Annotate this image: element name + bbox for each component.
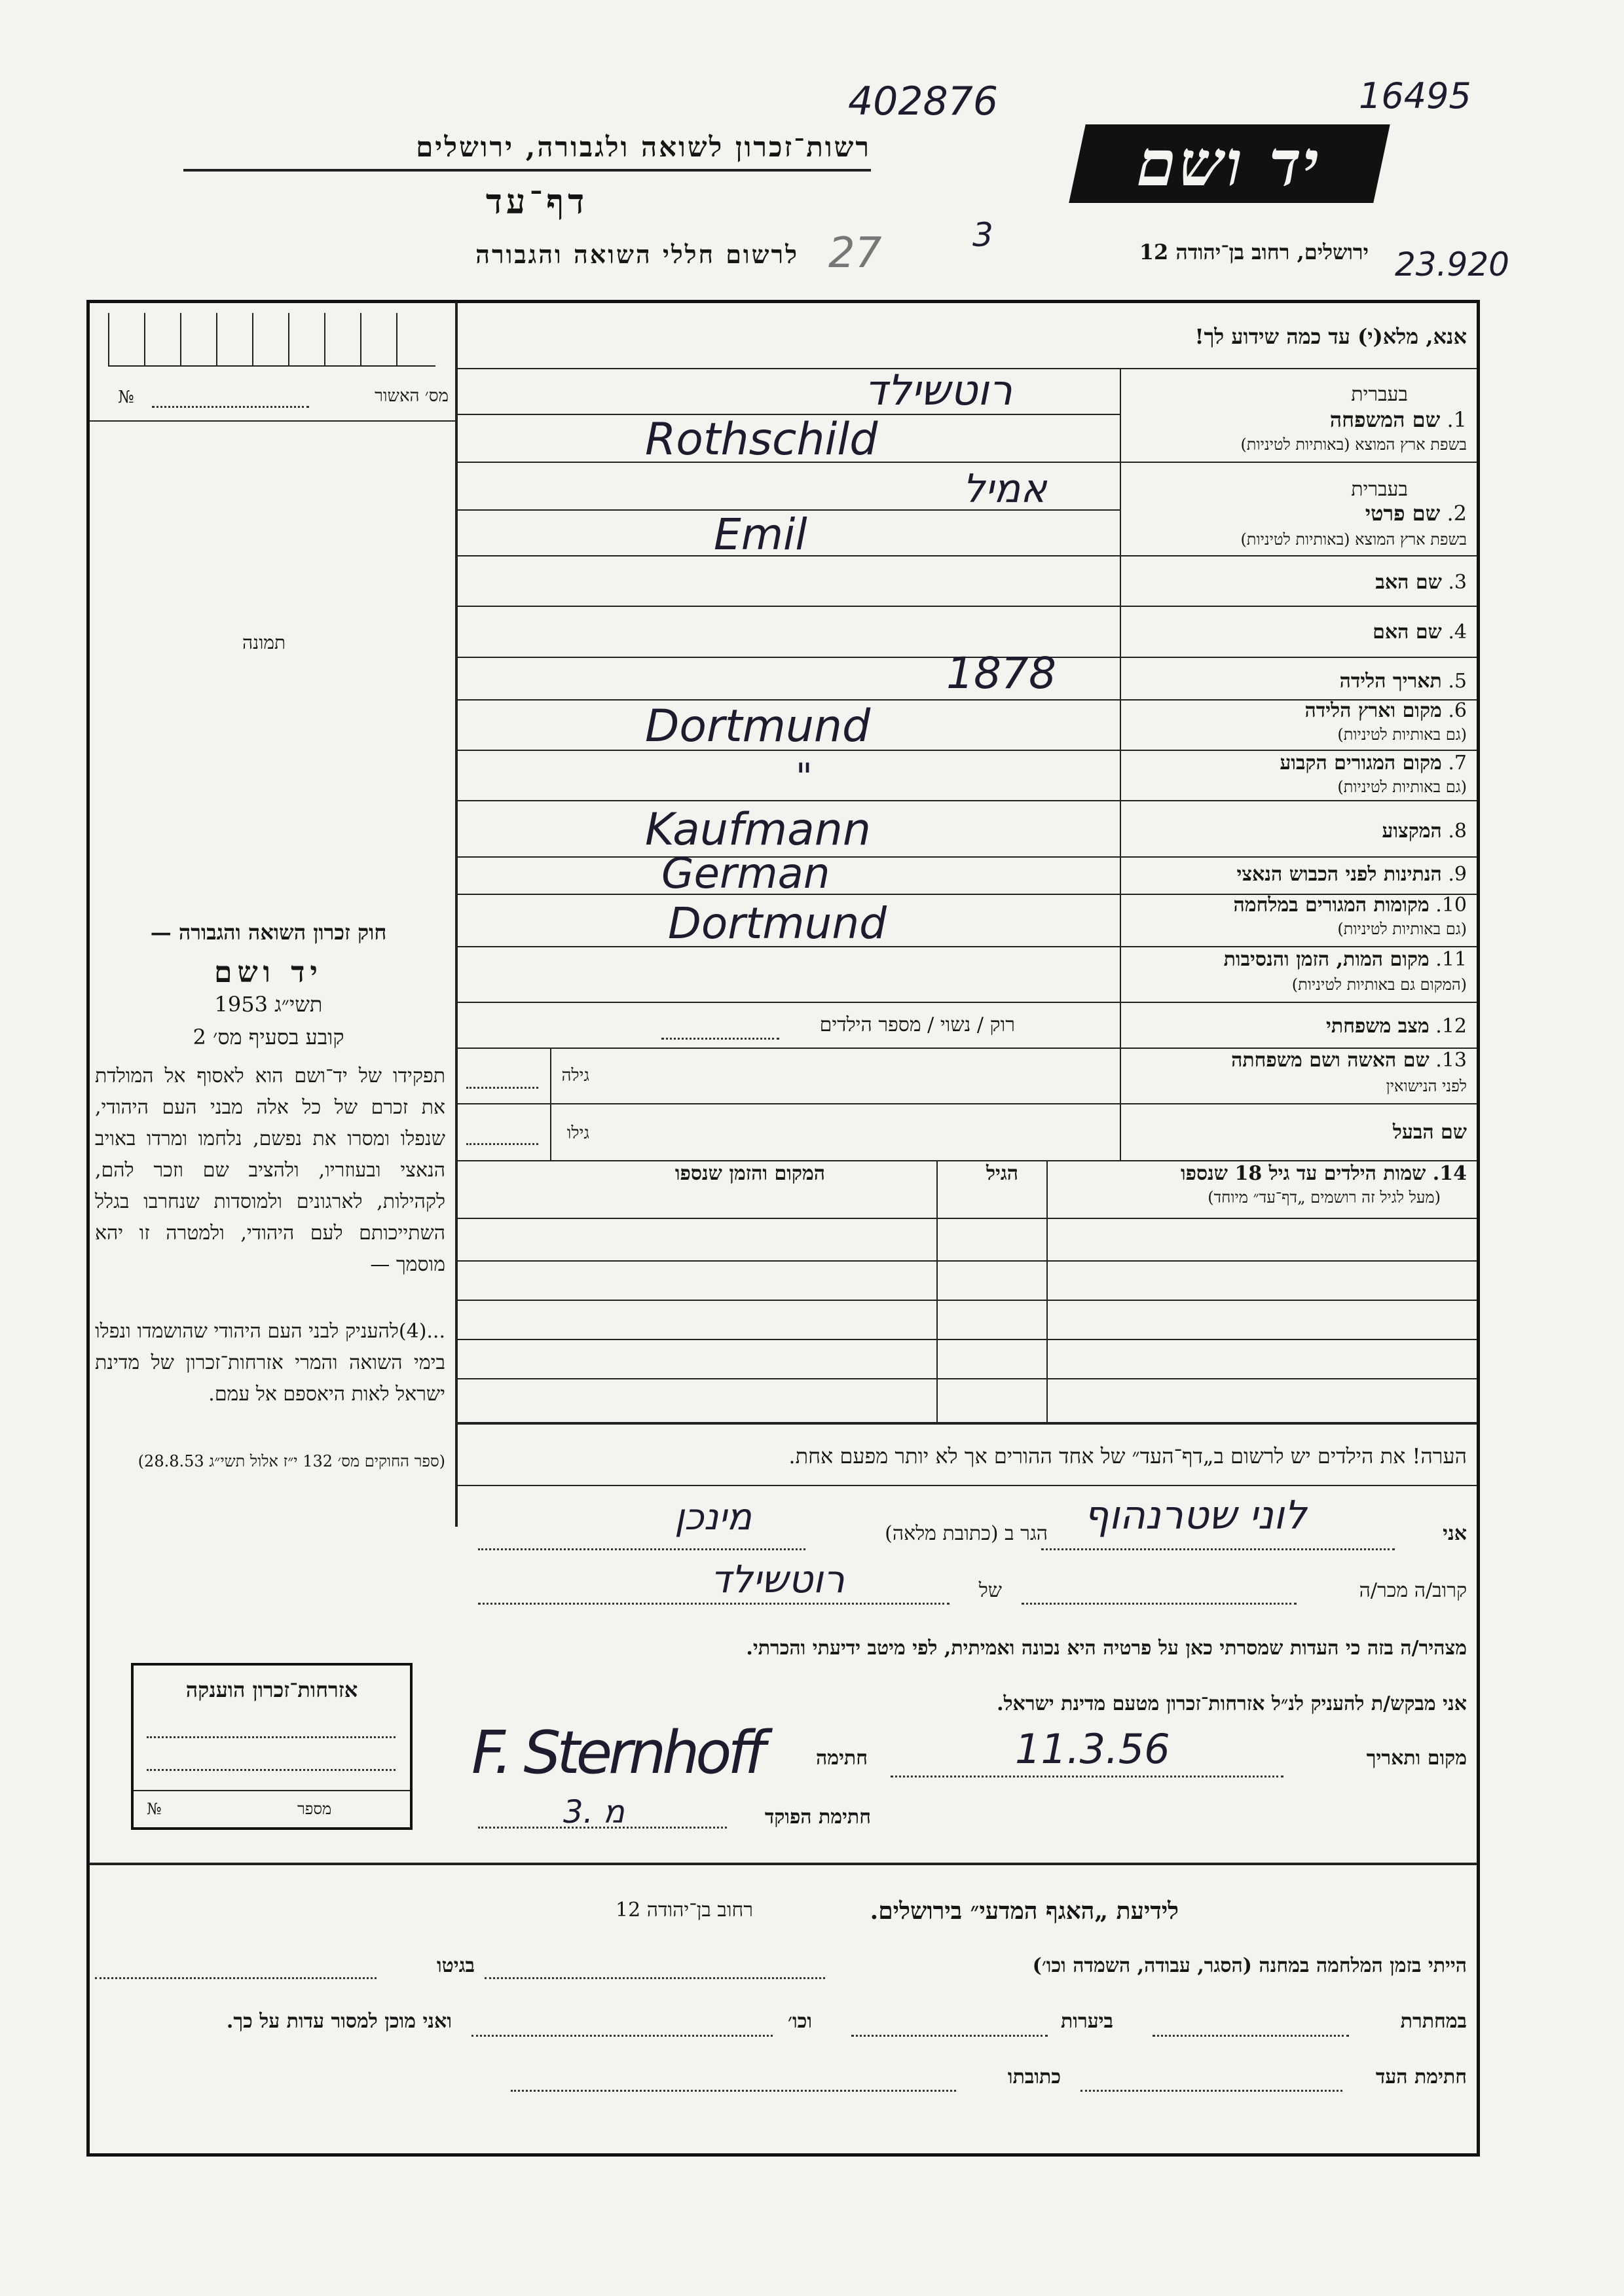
decl-statement: מצהיר/ה בזה כי העדות שמסרתי כאן על פרטיה היא נכונה ואמיתית, לפי מיטב ידיעתי והכרתי.	[746, 1637, 1467, 1660]
org-line: רשות־זכרון לשואה ולגבורה, ירושלים	[416, 131, 871, 163]
field-13-age: גילה	[561, 1066, 589, 1085]
decl-address: מינכן	[674, 1496, 752, 1539]
yad-vashem-logo: יד ושם	[1069, 124, 1390, 203]
decl-of-name: רוטשילד	[710, 1557, 845, 1601]
field-12-dots	[661, 1038, 779, 1040]
form-title: דף־עד	[485, 182, 589, 222]
field-6-sub: (גם באותיות לטיניות)	[1337, 725, 1467, 744]
bottom-line1-dots	[485, 1977, 825, 1979]
children-col-1	[1046, 1160, 1048, 1422]
field-2-sub-latin: בשפת ארץ המוצא (באותיות לטיניות)	[1240, 530, 1467, 549]
children-row-2	[456, 1300, 1477, 1301]
photo-label: תמונה	[242, 632, 286, 653]
decl-of: של	[978, 1579, 1002, 1602]
field-13-age-dots	[466, 1087, 538, 1089]
bottom-line2-dots-2	[851, 2035, 1048, 2037]
handwritten-ref-5: 3	[972, 216, 993, 254]
decl-name-dots	[1041, 1548, 1395, 1550]
decl-official-value: 3. מ	[563, 1794, 625, 1831]
field-13-label: 13. שם האשה ושם משפחתה	[1231, 1049, 1467, 1072]
citizenship-title: אזרחות־זכרון הוענקה	[185, 1677, 358, 1702]
field-11-label: 11. מקום המות, הזמן והנסיבות	[1223, 948, 1467, 971]
children-header-age: הגיל	[986, 1162, 1018, 1185]
children-header-place: המקום והזמן שנספו	[674, 1162, 825, 1185]
instruction: אנא, מלא(י) עד כמה שידוע לך!	[1194, 324, 1467, 349]
decl-ani: אני	[1443, 1522, 1467, 1545]
bottom-line1-camp: הייתי בזמן המלחמה במחנה (הסגר, עבודה, השמדה וכו׳)	[1032, 1954, 1467, 1977]
citizenship-box	[131, 1663, 413, 1830]
field-10-sub: (גם באותיות לטיניות)	[1337, 920, 1467, 938]
children-row-5	[456, 1422, 1477, 1425]
children-col-2	[936, 1160, 938, 1422]
decl-address-dots	[478, 1548, 805, 1550]
handwritten-ref-3: 23.920	[1395, 246, 1509, 283]
field-7-value: "	[796, 756, 813, 799]
law-ref: (ספר החוקים מס׳ 132 י״ז אלול תשי״ג 28.8.53)	[138, 1452, 445, 1470]
decl-resides: הגר ב (כתובת מלאה)	[885, 1522, 1048, 1545]
row-10-line	[456, 946, 1477, 947]
bottom-line3-dots-2	[511, 2090, 956, 2092]
decl-date: 11.3.56	[1015, 1725, 1170, 1773]
field-11-sub: (המקום גם באותיות לטיניות)	[1291, 975, 1467, 994]
approval-no: №	[118, 388, 134, 407]
bottom-line2-etc: וכו׳	[788, 2010, 812, 2033]
field-6-label: 6. מקום וארץ הלידה	[1304, 699, 1467, 722]
decl-of-dots	[478, 1603, 950, 1605]
row-3-line	[456, 606, 1477, 607]
field-2-sub-hebrew: בעברית	[1351, 478, 1408, 501]
bottom-line2-dots-3	[471, 2035, 773, 2037]
bottom-line1-ghetto: בגיטו	[436, 1954, 475, 1977]
field-4-label: 4. שם האם	[1373, 621, 1467, 644]
decl-official-sig: חתימת הפוקד	[764, 1806, 871, 1829]
row-13-line	[456, 1103, 1477, 1104]
handwritten-ref-1: 402876	[848, 79, 999, 124]
field-1-value-latin: Rothschild	[645, 414, 878, 465]
decl-date-dots	[891, 1776, 1283, 1777]
form-subtitle: לרשום חללי השואה והגבורה	[475, 240, 799, 269]
bottom-line2-forests: ביערות	[1060, 2010, 1113, 2033]
note: הערה! את הילדים יש לרשום ב„דף־העד״ של אחד ההורים אך לא יותר מפעם אחת.	[788, 1444, 1467, 1468]
field-8-value: Kaufmann	[645, 804, 871, 856]
children-header-sub: (מעל לגיל זה רושמים „דף־עד״ מיוחד)	[1208, 1188, 1441, 1207]
law-name: יד ושם	[214, 956, 323, 989]
row-7-line	[456, 800, 1477, 801]
label-column-divider	[1120, 368, 1121, 1160]
bottom-address: רחוב בן־יהודה 12	[616, 1899, 753, 1922]
bottom-line3-dots-1	[1080, 2090, 1342, 2092]
bottom-separator	[90, 1863, 1477, 1865]
bottom-line2-underground: במחתרת	[1400, 2010, 1467, 2033]
decl-official-dots	[478, 1827, 727, 1829]
field-12-label: 12. מצב משפחתי	[1326, 1015, 1467, 1038]
law-text-2: ...(4)להעניק לבני העם היהודי שהושמדו ונפלו בימי השואה והמרי אזרחות־זכרון של מדינת ישראל לאות היאספם אל עמם.	[95, 1320, 445, 1406]
row-1-line	[456, 462, 1477, 463]
left-column-divider	[455, 302, 458, 1527]
decl-request: אני מבקש/ת להעניק לנ״ל אזרחות־זכרון מטעם מדינת ישראל.	[997, 1692, 1467, 1715]
bottom-line3-address: כתובתו	[1007, 2066, 1061, 2088]
bottom-heading: לידיעת „האגף המדעי״ בירושלים.	[870, 1897, 1179, 1925]
bottom-line1-dots-2	[95, 1977, 377, 1979]
header-address: ירושלים, רחוב בן־יהודה 12	[1139, 240, 1369, 264]
row-2-line	[456, 555, 1477, 556]
field-1-value-hebrew: רוטשילד	[864, 367, 1013, 415]
field-13-sub: לפני הנישואין	[1386, 1077, 1467, 1095]
field-5-value: 1878	[946, 648, 1056, 699]
husband-age: גילו	[566, 1123, 589, 1143]
field-6-value: Dortmund	[645, 701, 871, 752]
children-row-0	[456, 1218, 1477, 1219]
row-14-line	[456, 1160, 1477, 1161]
field-9-label: 9. הנתינות לפני הכבוש הנאצי	[1236, 863, 1467, 886]
bottom-line3-witness-sig: חתימת העד	[1375, 2066, 1467, 2088]
children-row-1	[456, 1260, 1477, 1262]
barcode-boxes	[108, 313, 435, 367]
field-10-value: Dortmund	[668, 898, 887, 949]
decl-signature-label: חתימה	[816, 1747, 868, 1770]
decl-place-date: מקום ותאריך	[1366, 1747, 1467, 1770]
field-1-sub-hebrew: בעברית	[1351, 383, 1408, 406]
children-row-3	[456, 1339, 1477, 1340]
law-text: תפקידו של יד־ושם הוא לאסוף אל המולדת את זכרם של כל אלה מבני העם היהודי, שנפלו ומסרו את נפשם, נלחמו ומרדו באויב הנאצי ובעוזריו, ולהציב שם וזכר להם, לקהילות, לארגונים ולמוסדות שנחרבו בגלל השתייכותם לעם היהודי, ולמטרה זו יהא מוסמך —	[95, 1065, 445, 1276]
field-2-label: 2. שם פרטי	[1365, 501, 1467, 526]
org-underline	[183, 169, 871, 172]
handwritten-ref-2: 16495	[1359, 75, 1471, 117]
field-10-label: 10. מקומות המגורים במלחמה	[1233, 894, 1467, 917]
note-line	[456, 1485, 1477, 1486]
handwritten-ref-4: 27	[828, 229, 882, 278]
law-section: קובע בסעיף מס׳ 2	[193, 1025, 344, 1049]
field-1-sub-latin: בשפת ארץ המוצא (באותיות לטיניות)	[1240, 435, 1467, 454]
bottom-line2-testimony: ואני מוכן למסור עדות על כך.	[226, 2010, 452, 2033]
row-8-line	[456, 856, 1477, 858]
field-9-value: German	[661, 850, 830, 898]
row-11-line	[456, 1002, 1477, 1003]
children-row-4	[456, 1378, 1477, 1379]
field-12-value: רוק / נשוי / מספר הילדים	[819, 1013, 1015, 1036]
field-3-label: 3. שם האב	[1375, 571, 1467, 594]
decl-relation: קרוב/ה מכר/ה	[1359, 1579, 1467, 1602]
decl-relation-dots	[1022, 1603, 1297, 1605]
field-8-label: 8. המקצוע	[1382, 820, 1467, 843]
field-1-label: 1. שם המשפחה	[1329, 407, 1467, 432]
row-6-line	[456, 750, 1477, 751]
approval-label: מס׳ האשור	[375, 386, 449, 406]
field-2-value-latin: Emil	[714, 509, 807, 560]
field-7-sub: (גם באותיות לטיניות)	[1337, 778, 1467, 796]
age-column-divider	[550, 1048, 551, 1160]
approval-line	[90, 420, 455, 422]
field-2-value-hebrew: אמיל	[963, 466, 1047, 512]
law-title: חוק זכרון השואה והגבורה —	[150, 920, 387, 945]
approval-dots	[152, 406, 309, 408]
husband-label: שם הבעל	[1392, 1121, 1467, 1144]
bottom-line2-dots-1	[1153, 2035, 1349, 2037]
husband-age-dots	[466, 1143, 538, 1145]
field-5-label: 5. תאריך הלידה	[1339, 670, 1467, 693]
citizenship-no: №	[147, 1800, 162, 1818]
citizenship-number-label: מספר	[297, 1800, 332, 1818]
decl-name: לוני שטרנהוף	[1084, 1493, 1307, 1539]
field-7-label: 7. מקום המגורים הקבוע	[1280, 752, 1467, 774]
law-year: תשי״ג 1953	[214, 992, 323, 1017]
decl-signature: F. Sternhoff	[471, 1719, 762, 1787]
children-header-names: 14. שמות הילדים עד גיל 18 שנספו	[1180, 1162, 1467, 1185]
